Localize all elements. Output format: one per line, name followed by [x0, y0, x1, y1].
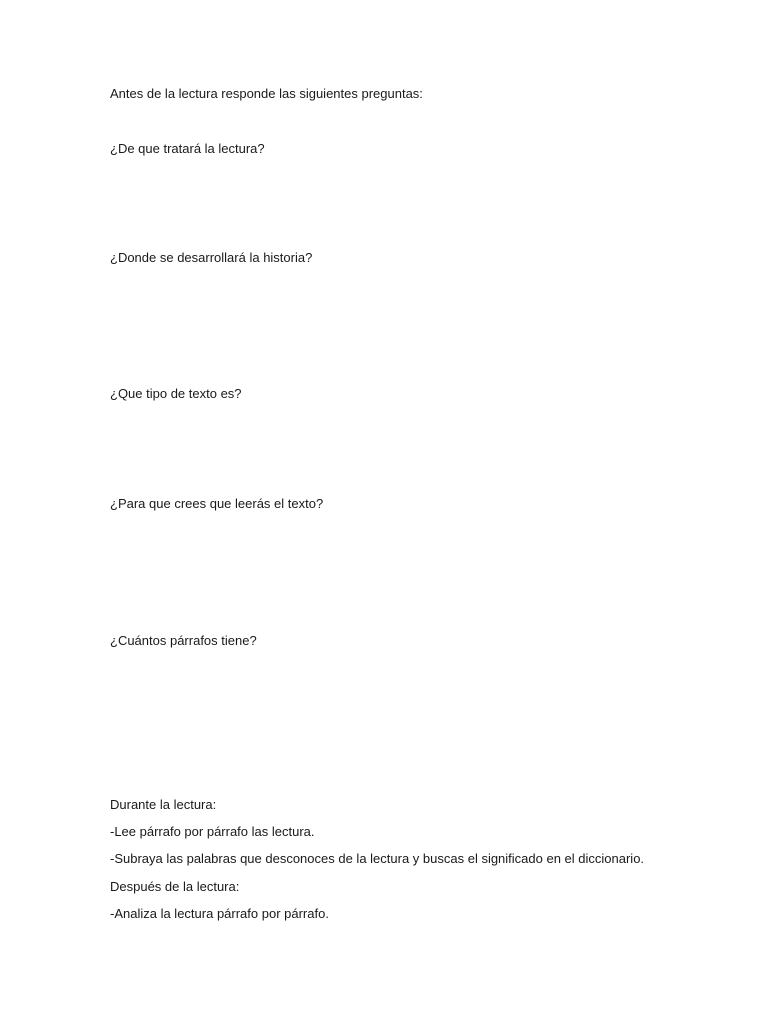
question-text-type: ¿Que tipo de texto es? — [110, 386, 242, 401]
question-topic: ¿De que tratará la lectura? — [110, 141, 265, 156]
question-paragraph-count: ¿Cuántos párrafos tiene? — [110, 633, 257, 648]
during-reading-step: -Subraya las palabras que desconoces de la lectura y buscas el significado en el diccionario. — [110, 851, 645, 866]
question-purpose: ¿Para que crees que leerás el texto? — [110, 496, 324, 511]
intro-instruction: Antes de la lectura responde las siguientes preguntas: — [110, 86, 423, 101]
after-reading-step: -Analiza la lectura párrafo por párrafo. — [110, 906, 329, 921]
after-reading-heading: Después de la lectura: — [110, 879, 240, 894]
during-reading-heading: Durante la lectura: — [110, 797, 217, 812]
during-reading-step: -Lee párrafo por párrafo las lectura. — [110, 824, 315, 839]
question-setting: ¿Donde se desarrollará la historia? — [110, 250, 313, 265]
